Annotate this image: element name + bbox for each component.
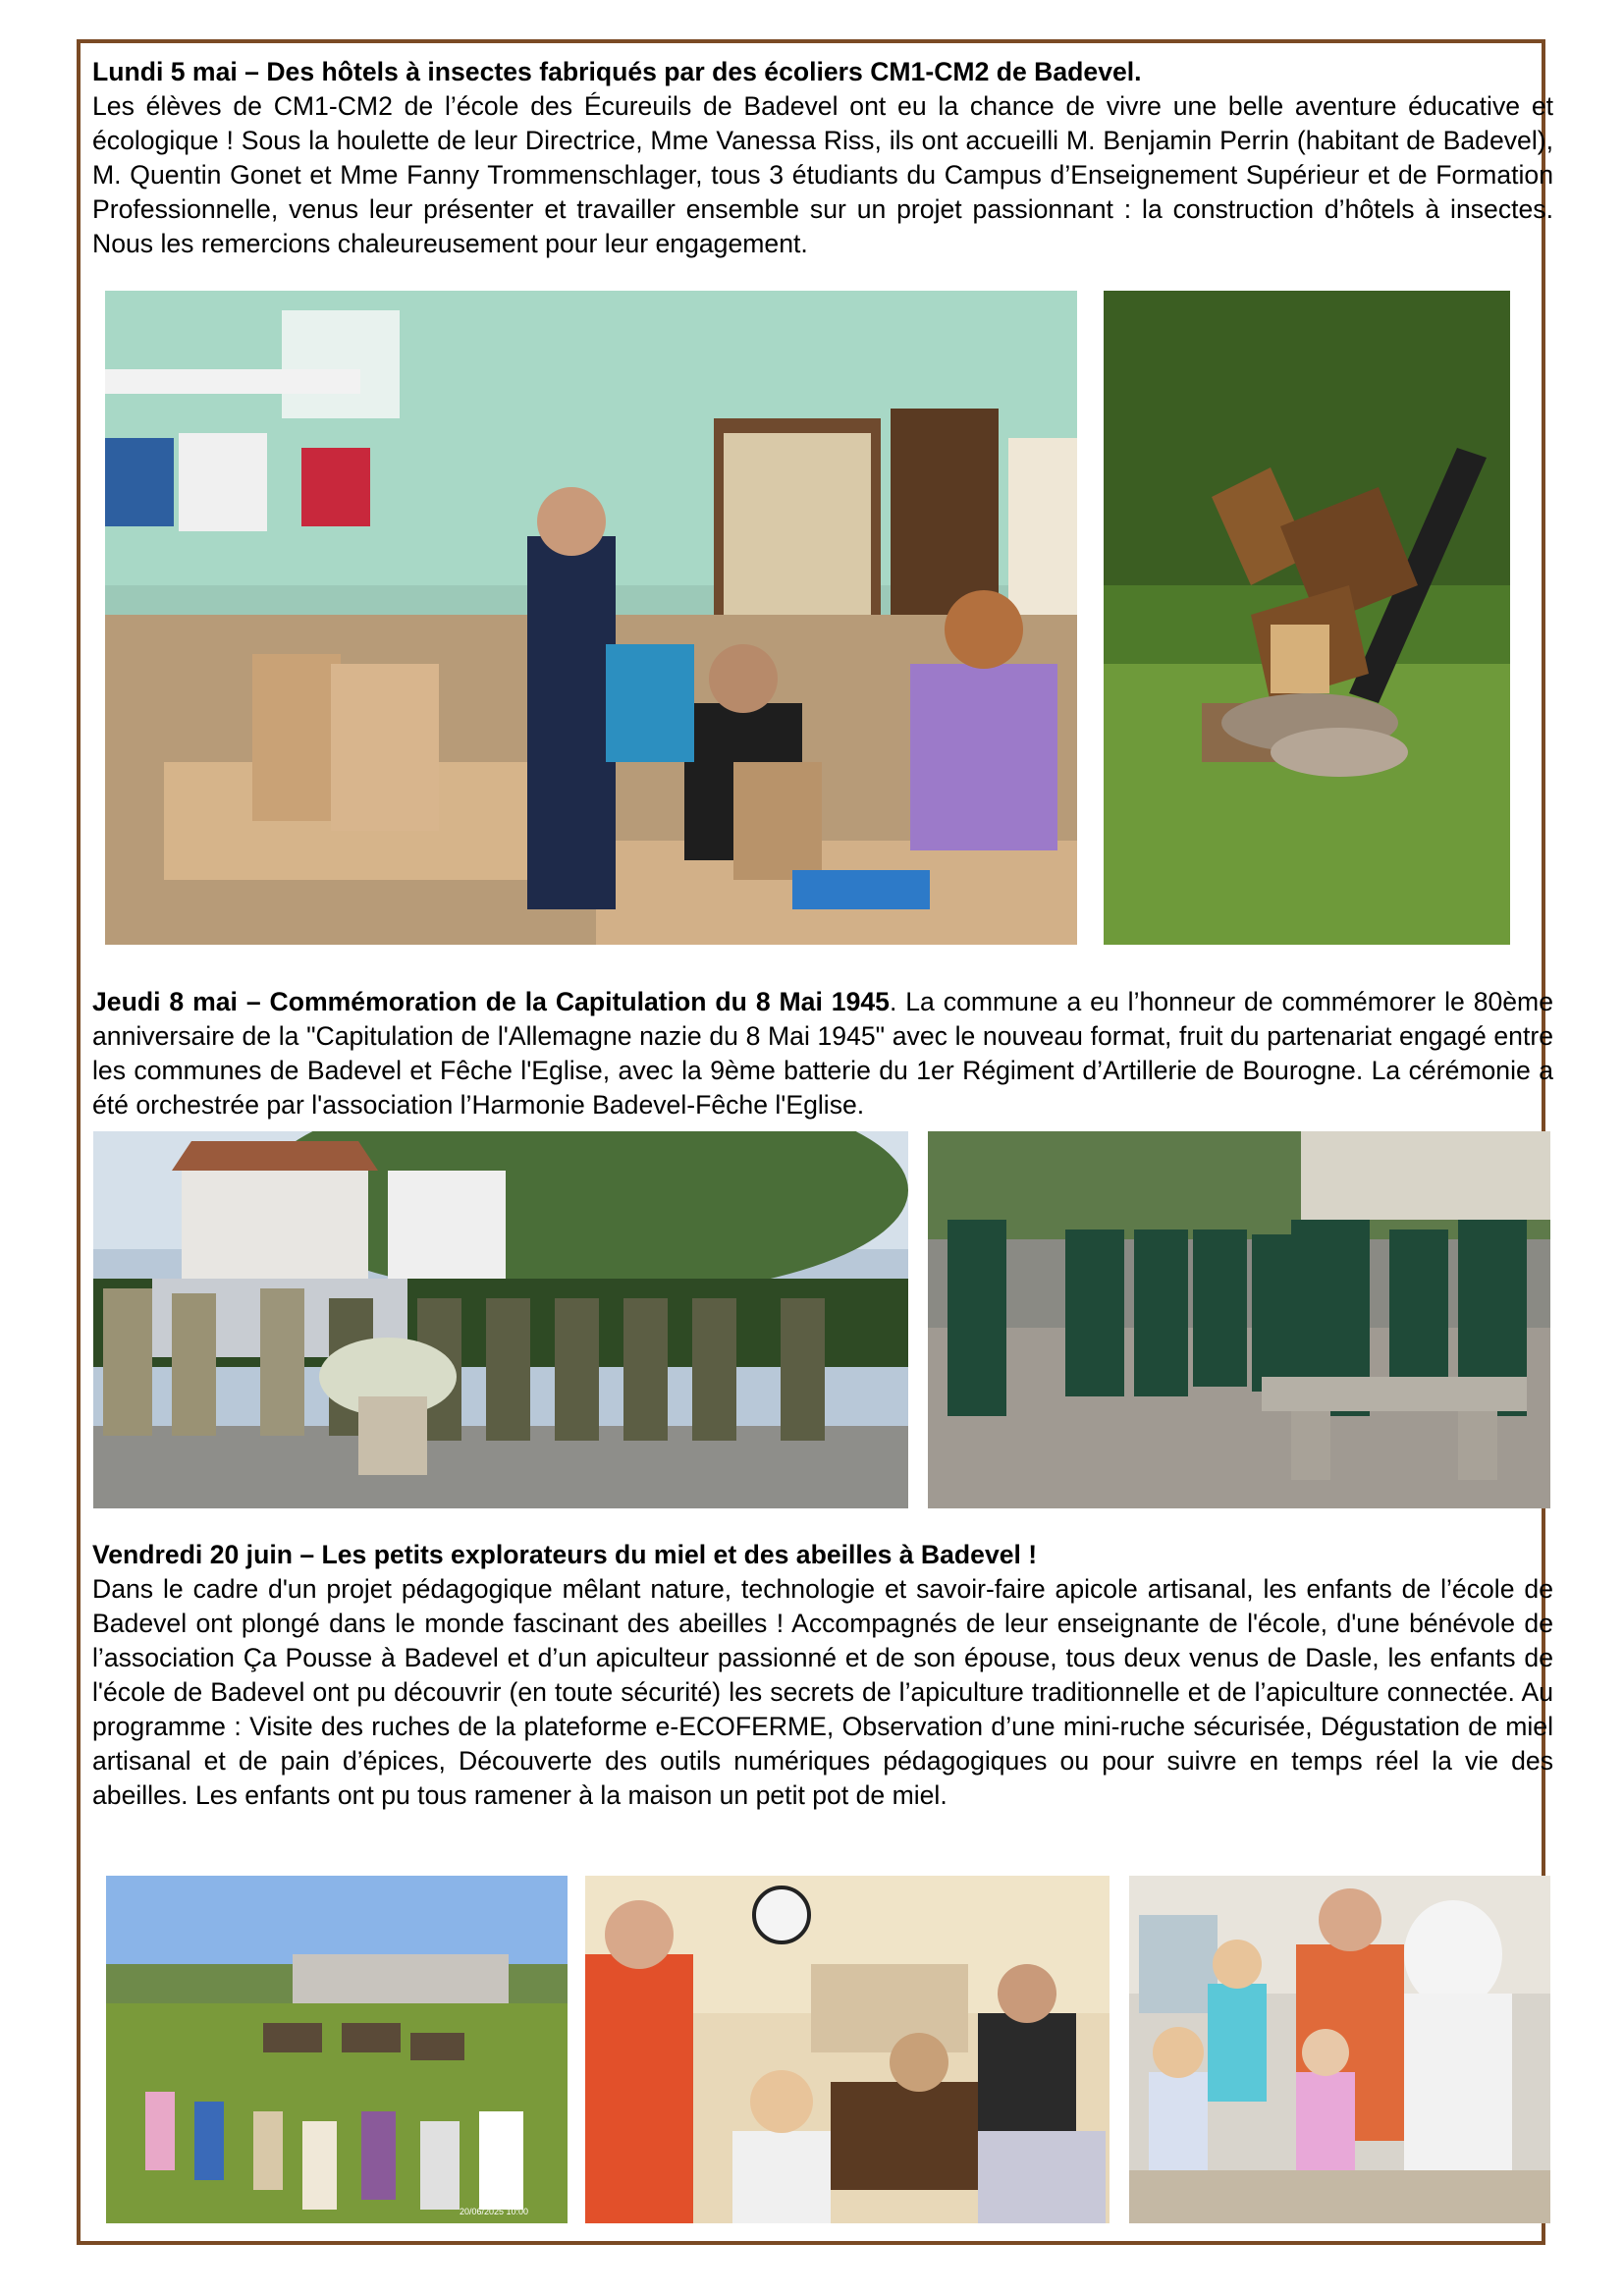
photo-timestamp: 20/06/2025 10:00 — [460, 2207, 529, 2216]
section-insect-hotels — [92, 55, 1553, 261]
section-title: Vendredi 20 juin – Les petits explorateurs du miel et des abeilles à Badevel ! — [92, 1540, 1038, 1569]
section-body: Les élèves de CM1-CM2 de l’école des Écureuils de Badevel ont eu la chance de vivre une belle aventure éducative et écologique ! Sous la houlette de leur Directrice, Mme Vanessa Riss, ils ont accueilli M. Benjamin Perrin (habitant de Badevel), M. Quentin Gonet et Mme Fanny Trommenschlager, tous 3 étudiants du Campus d’Enseignement Supérieur et de Formation Professionnelle, venus leur présenter et travailler ensemble sur un projet passionnant : la construction d’hôtels à insectes. Nous les remercions chaleureusement pour leur engagement. — [92, 91, 1553, 258]
section-title: Lundi 5 mai – Des hôtels à insectes fabriqués par des écoliers CM1-CM2 de Badevel. — [92, 57, 1142, 86]
section-title: Jeudi 8 mai – Commémoration de la Capitulation du 8 Mai 1945 — [92, 987, 890, 1016]
section-bees — [92, 1538, 1553, 1813]
photo-insect-hotel-garden — [1104, 291, 1510, 945]
section-commemoration — [92, 985, 1553, 1122]
photo-ceremony-soldiers — [93, 1131, 908, 1508]
section-body: Dans le cadre d'un projet pédagogique mêlant nature, technologie et savoir-faire apicole artisanal, les enfants de l’école de Badevel ont plongé dans le monde fascinant des abeilles ! Accompagnés de leur enseignante de l'école, d'une bénévole de l’association Ça Pousse à Badevel et d’un apiculteur passionné et de son épouse, tous deux venus de Dasle, les enfants de l'école de Badevel ont pu découvrir (en toute sécurité) les secrets de l’apiculture traditionnelle et de l’apiculture connectée. Au programme : Visite des ruches de la plateforme e-ECOFERME, Observation d’une mini-ruche sécurisée, Dégustation de miel artisanal et de pain d’épices, Découverte des outils numériques pédagogiques ou pour suivre en temps réel la vie des abeilles. Les enfants ont pu tous ramener à la maison un petit pot de miel. — [92, 1574, 1553, 1810]
photo-classroom-workshop — [105, 291, 1077, 945]
photo-beehive-visit — [106, 1876, 568, 2223]
photo-beekeeper-suit — [1129, 1876, 1550, 2223]
photo-beekeeper-classroom — [585, 1876, 1110, 2223]
section-body: . La commune a eu l’honneur de commémorer le 80ème anniversaire de la "Capitulation de l'Allemagne nazie du 8 Mai 1945" avec le nouveau format, fruit du partenariat engagé entre les communes de Badevel et Fêche l'Eglise, avec la 9ème batterie du 1er Régiment d’Artillerie de Bourogne. La cérémonie a été orchestrée par l'association l’Harmonie Badevel-Fêche l'Eglise. — [92, 987, 1554, 1120]
photo-harmonie-band — [928, 1131, 1550, 1508]
